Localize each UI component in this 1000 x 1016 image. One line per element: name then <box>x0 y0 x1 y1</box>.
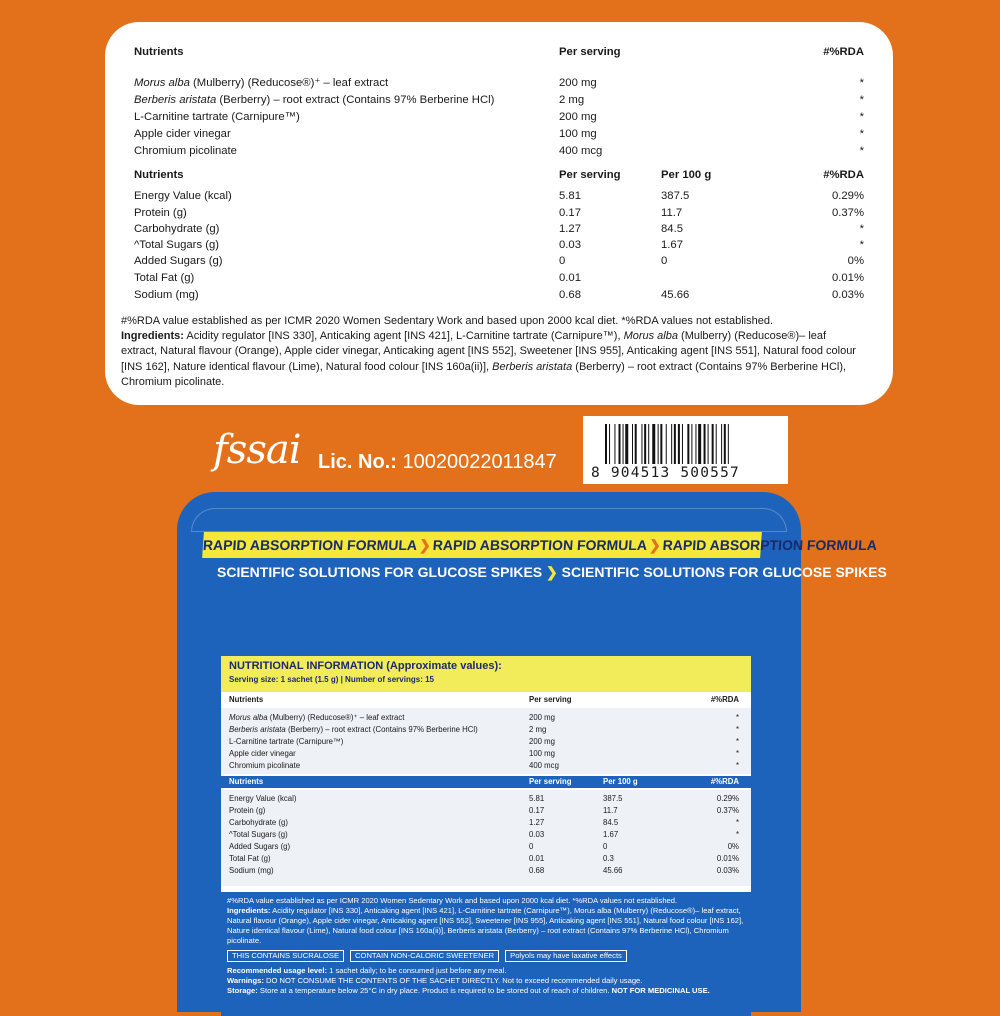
rda-value: * <box>859 239 864 251</box>
header-rda: #%RDA <box>823 46 864 58</box>
table-row: Berberis aristata (Berberry) – root extract (Contains 97% Berberine HCl) 2 mg * <box>229 725 739 734</box>
table-row: Sodium (mg) 0.68 45.66 0.03% <box>229 866 739 875</box>
barcode-bar <box>625 424 628 464</box>
serving-value: 0.01 <box>559 272 581 284</box>
header-rda: #%RDA <box>823 169 864 181</box>
barcode-bar <box>644 424 646 464</box>
ribbon-banner: RAPID ABSORPTION FORMULA ❯ RAPID ABSORPTION FORMULA ❯ RAPID ABSORPTION FORMULA <box>202 532 762 558</box>
serving-value: 0.17 <box>559 207 581 219</box>
badge: Polyols may have laxative effects <box>505 950 627 962</box>
table-header-row: Nutrients Per serving Per 100 g #%RDA <box>229 777 739 786</box>
barcode-bar <box>652 424 655 464</box>
header-per-serving: Per serving <box>559 46 621 58</box>
rda-value: 0.03% <box>831 289 864 301</box>
per100-value: 84.5 <box>661 223 683 235</box>
table-row: Total Fat (g) 0.01 0.3 0.01% <box>229 854 739 863</box>
panel-header <box>221 656 751 692</box>
table-row: Carbohydrate (g) 1.27 84.5 * <box>229 818 739 827</box>
ingredient-name: (Mulberry) (Reducose®)⁺ – leaf extract <box>189 77 389 89</box>
rda-value: 0.37% <box>831 207 864 219</box>
barcode-bar <box>687 424 689 464</box>
warnings-text: Warnings: DO NOT CONSUME THE CONTENTS OF THE SACHET DIRECTLY. Not to exceed recommended daily usage. <box>227 976 643 985</box>
storage-text: Storage: Store at a temperature below 25°C in dry place. Product is required to be stored out of reach of children. NOT FOR MEDICINAL USE. <box>227 986 710 995</box>
nutrient-name: Energy Value (kcal) <box>134 190 232 202</box>
ingredients-label: Ingredients: <box>121 330 184 343</box>
rda-value: * <box>859 111 864 123</box>
barcode-bar <box>678 424 680 464</box>
nutrient-name: Total Fat (g) <box>134 272 195 284</box>
table-row <box>134 92 864 108</box>
barcode-bar <box>658 424 659 464</box>
nutrition-card <box>105 22 893 405</box>
barcode <box>583 416 788 484</box>
ingredient-name: Apple cider vinegar <box>134 128 231 140</box>
serving-value: 100 mg <box>559 128 597 140</box>
barcode-bar <box>704 424 706 464</box>
table-row: L-Carnitine tartrate (Carnipure™) 200 mg * <box>229 737 739 746</box>
table-row <box>134 143 864 159</box>
barcode-bar <box>674 424 676 464</box>
nutrient-name: ^Total Sugars (g) <box>134 239 220 251</box>
usage-text: Recommended usage level: 1 sachet daily; to be consumed just before any meal. <box>227 966 507 975</box>
barcode-bar <box>724 424 726 464</box>
serving-value: 0.03 <box>559 239 581 251</box>
per100-value: 11.7 <box>661 207 683 219</box>
ingredient-italic: Morus alba <box>134 77 190 89</box>
fssai-logo: fssai <box>213 427 301 473</box>
badge: CONTAIN NON-CALORIC SWEETENER <box>350 950 499 962</box>
barcode-bar <box>691 424 692 464</box>
barcode-bar <box>682 424 683 464</box>
barcode-bar <box>698 424 701 464</box>
serving-value: 0.68 <box>559 289 581 301</box>
serving-value: 2 mg <box>559 94 585 106</box>
pouch-nutrition-panel <box>221 656 751 1016</box>
table-row: Apple cider vinegar 100 mg * <box>229 749 739 758</box>
license-number: Lic. No.: 10020022011847 <box>318 451 557 473</box>
warning-badges <box>227 950 745 962</box>
nutrient-name: Added Sugars (g) <box>134 255 223 267</box>
barcode-bars <box>605 424 767 464</box>
ingredient-italic: Berberis aristata <box>134 94 217 106</box>
barcode-bar <box>666 424 667 464</box>
rda-value: 0.29% <box>831 190 864 202</box>
barcode-bar <box>716 424 717 464</box>
barcode-bar <box>632 424 633 464</box>
barcode-bar <box>614 424 615 464</box>
barcode-bar <box>712 424 714 464</box>
rda-value: 0.01% <box>831 272 864 284</box>
barcode-bar <box>708 424 709 464</box>
serving-value: 5.81 <box>559 190 581 202</box>
serving-value: 200 mg <box>559 77 597 89</box>
per100-value: 387.5 <box>661 190 690 202</box>
per100-value: 0 <box>661 255 668 267</box>
header-nutrients: Nutrients <box>134 169 184 181</box>
barcode-bar <box>671 424 672 464</box>
table-row <box>134 287 864 303</box>
table-row <box>134 221 864 237</box>
panel-subtitle: Serving size: 1 sachet (1.5 g) | Number of servings: 15 <box>229 675 434 684</box>
table-header-row: Nutrients Per serving #%RDA <box>229 695 739 704</box>
table-row: Morus alba (Mulberry) (Reducose®)⁺ – leaf extract 200 mg * <box>229 713 739 722</box>
panel-title: NUTRITIONAL INFORMATION (Approximate values): <box>229 660 502 672</box>
ingredient-name: Chromium picolinate <box>134 145 237 157</box>
table-row <box>134 75 864 91</box>
barcode-bar <box>609 424 610 464</box>
table-row: Energy Value (kcal) 5.81 387.5 0.29% <box>229 794 739 803</box>
table-row: Added Sugars (g) 0 0 0% <box>229 842 739 851</box>
ingredients-text: Ingredients: Acidity regulator [INS 330], Anticaking agent [INS 421], L-Carnitine tartrate (Carnipure™), Morus alba (Mulberry) (Reducose®)– leaf extract, Natural flavour (Orange), Apple cider vinegar, Anticaking agent [INS 552], Sweetener [INS 955], Anticaking agent [INS 551], Natural food colour [INS 162], Nature identical flavour (Lime), Natural food colour [INS 160a(ii)], Berberis aristata (Berberry) – root extract (Contains 97% Berberine HCl), Chromium picolinate. <box>121 330 856 388</box>
nutrient-name: Carbohydrate (g) <box>134 223 220 235</box>
per100-value: 45.66 <box>661 289 690 301</box>
nutrient-name: Sodium (mg) <box>134 289 199 301</box>
badge: THIS CONTAINS SUCRALOSE <box>227 950 344 962</box>
barcode-bar <box>648 424 649 464</box>
nutrients-header-band <box>221 776 751 788</box>
rda-value: * <box>859 145 864 157</box>
ingredient-name: (Berberry) – root extract (Contains 97% Berberine HCl) <box>216 94 495 106</box>
rda-value: * <box>859 94 864 106</box>
rda-note: #%RDA value established as per ICMR 2020 Women Sedentary Work and based upon 2000 kcal diet. *%RDA values not established. <box>121 315 774 327</box>
panel-footer <box>221 892 751 1016</box>
card-notes <box>121 314 865 390</box>
header-per-100g: Per 100 g <box>661 169 712 181</box>
rda-value: * <box>859 77 864 89</box>
product-pouch <box>177 492 887 1012</box>
science-tagline: SCIENTIFIC SOLUTIONS FOR GLUCOSE SPIKES ❯ SCIENTIFIC SOLUTIONS FOR GLUCOSE SPIKES <box>217 564 887 580</box>
per100-value: 1.67 <box>661 239 683 251</box>
table-header-row <box>134 44 864 60</box>
table-row: Chromium picolinate 400 mcg * <box>229 761 739 770</box>
pouch-seal <box>191 508 787 532</box>
rda-value: * <box>859 128 864 140</box>
serving-value: 1.27 <box>559 223 581 235</box>
serving-value: 200 mg <box>559 111 597 123</box>
barcode-bar <box>619 424 621 464</box>
barcode-bar <box>660 424 662 464</box>
table-row <box>134 237 864 253</box>
rda-note: #%RDA value established as per ICMR 2020 Women Sedentary Work and based upon 2000 kcal diet. *%RDA values not established. <box>227 896 678 905</box>
barcode-bar <box>605 424 607 464</box>
nutrient-name: Protein (g) <box>134 207 187 219</box>
barcode-number: 8 904513 500557 <box>591 465 740 481</box>
table-row <box>134 126 864 142</box>
table-row <box>134 205 864 221</box>
table-row: Protein (g) 0.17 11.7 0.37% <box>229 806 739 815</box>
barcode-bar <box>695 424 696 464</box>
barcode-bar <box>641 424 642 464</box>
barcode-bar <box>623 424 624 464</box>
table-row: ^Total Sugars (g) 0.03 1.67 * <box>229 830 739 839</box>
ingredients-text: Ingredients: Acidity regulator [INS 330], Anticaking agent [INS 421], L-Carnitine tartrate (Carnipure™), Morus alba (Mulberry) (Reducose®)– leaf extract, Natural flavour (Orange), Apple cider vinegar, Anticaking agent [INS 552], Sweetener [INS 955], Anticaking agent [INS 551], Natural food colour [INS 162], Nature identical flavour (Lime), Natural food colour [INS 160a(ii)], Berberis aristata (Berberry) – root extract (Contains 97% Berberine HCl), Chromium picolinate. <box>227 906 744 945</box>
rda-value: * <box>859 223 864 235</box>
rda-value: 0% <box>847 255 864 267</box>
barcode-bar <box>635 424 637 464</box>
serving-value: 0 <box>559 255 566 267</box>
table-row <box>134 270 864 286</box>
table-row <box>134 253 864 269</box>
serving-value: 400 mcg <box>559 145 603 157</box>
table-row <box>134 188 864 204</box>
header-nutrients: Nutrients <box>134 46 184 58</box>
ingredient-name: L-Carnitine tartrate (Carnipure™) <box>134 111 300 123</box>
table-row <box>134 109 864 125</box>
header-per-serving: Per serving <box>559 169 621 181</box>
barcode-bar <box>721 424 722 464</box>
barcode-bar <box>728 424 729 464</box>
table-header-row <box>134 167 864 183</box>
